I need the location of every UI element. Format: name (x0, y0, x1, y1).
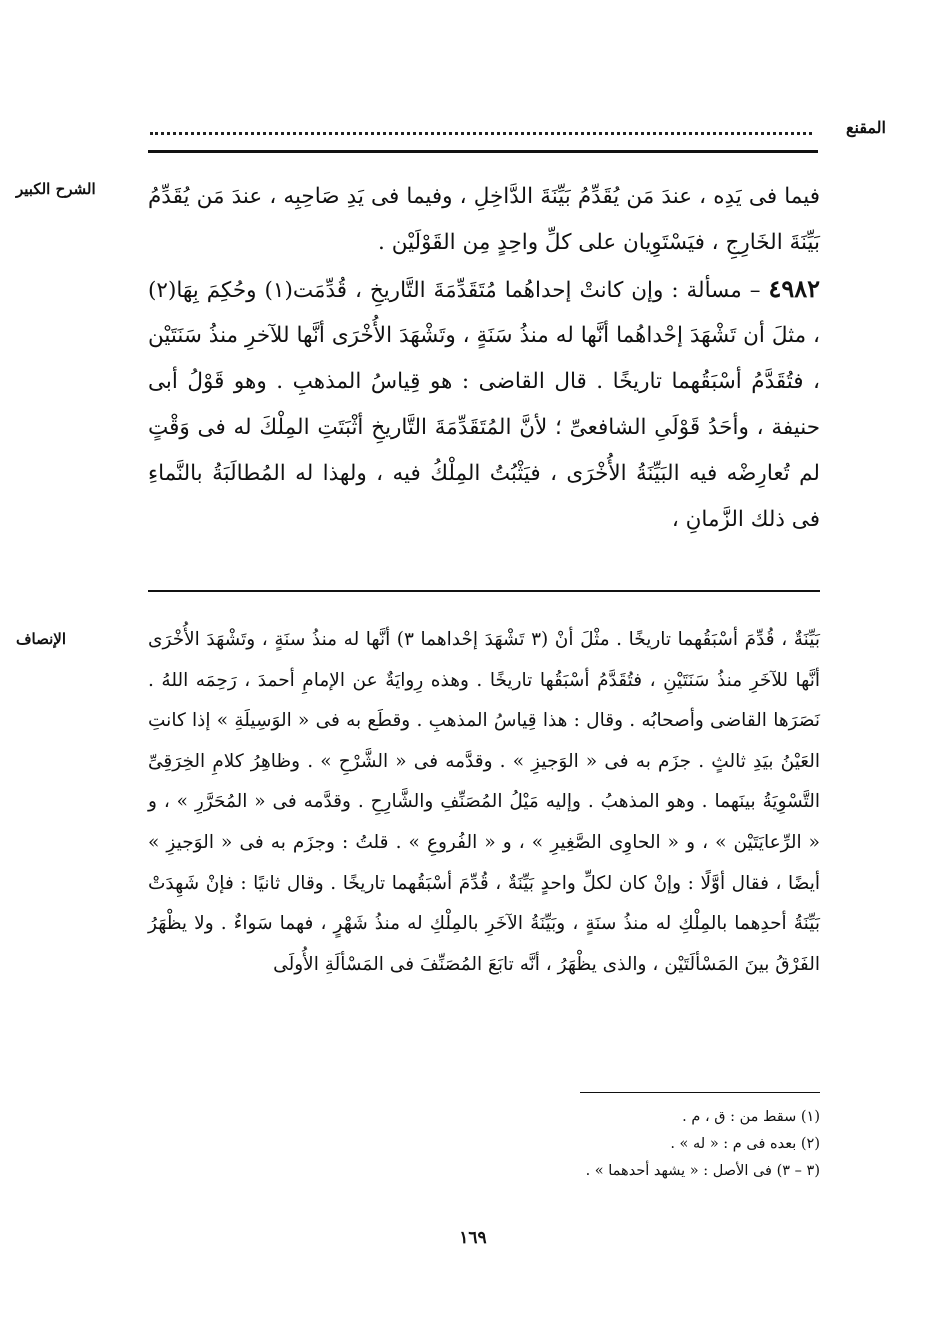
page-number: ١٦٩ (459, 1228, 487, 1248)
footnotes (400, 1104, 820, 1185)
footnote-2: (٢) بعده فى م : « له » . (670, 1136, 820, 1152)
footnote-1: (١) سقط من : ق ، م . (682, 1109, 820, 1125)
insaf-paragraph: بَيِّنَةٌ ، قُدِّمَ أسْبَقُهما تاريخًا . مثْلَ أنْ (٣ تَشْهَدَ إحْداهما ٣) أنَّها له منذُ سنَةٍ ، وتَشْهَدَ الأُخْرَى أنَّها للآخَرِ منذُ سَنَتَيْنِ ، فتُقَدَّمُ أسْبَقُها تاريخًا . وهذه رِوايَةٌ عن الإمامِ أحمدَ ، رَحِمَه اللهُ . نَصَرَها القاضى وأصحابُه . وقال : هذا قِياسُ المذهبِ . وقطَع به فى « الوَسِيلَةِ » إذا كانتِ العَيْنُ بيَدِ ثالثٍ . جزَم به فى « الوَجيزِ » . وقدَّمه فى « الشَّرْحِ » . وظاهِرُ كلامِ الخِرَقِىِّ التَّسْوِيَةُ بينَهما . وهو المذهبُ . وإليه مَيْلُ المُصَنِّفِ والشَّارِحِ . وقدَّمه فى « المُحَرَّرِ » ، و « الرِّعايَتَيْن » ، و « الحاوِى الصَّغِيرِ » ، و « الفُروعِ » . قلتُ : وجزَم به فى « الوَجيزِ » أيضًا ، فقال أوَّلًا : وإنْ كان لكلِّ واحدٍ بَيِّنَةٌ ، قُدِّمَ أسْبَقُهما تاريخًا . وقال ثانيًا : فإنْ شَهِدَتْ بَيِّنَةُ أحدِهما بالمِلْكِ له منذُ سنَةٍ ، وبَيِّنَةُ الآخَرِ بالمِلْكِ له منذُ شَهْرٍ ، فهما سَواءٌ . ولا يظْهَرُ الفَرْقُ بينَ المَسْألَتَيْن ، والذى يظْهَرُ ، أنَّه تابَعَ المُصَنِّفَ فى المَسْألَةِ الأُولَى (148, 629, 820, 975)
sharh-intro-paragraph: فيما فى يَدِه ، عندَ مَن يُقَدِّمُ بَيِّنَةَ الدَّاخِلِ ، وفيما فى يَدِ صَاحِبِه ، عندَ مَن يُقَدِّمُ بَيِّنَةَ الخَارِجِ ، فيَسْتَوِيان على كلِّ واحِدٍ مِن القَوْلَيْن . (148, 184, 820, 255)
issue-number: ٤٩٨٢ (768, 273, 821, 303)
sharh-text-block (148, 174, 820, 542)
issue-text: – مسألة : وإن كانتْ إحداهُما مُتَقَدِّمَةَ التَّاريخِ ، قُدِّمَت(١) وحُكِمَ بِهَا(٢) ، مثلَ أن تَشْهَدَ إحْداهُما أنَّها له منذُ سَنَةٍ ، وتَشْهَدَ الأُخْرَى أنَّها للآخرِ منذُ سَنَتَيْن ، فتُقَدَّمُ أسْبَقُهما تاريخًا . قال القاضى : هو قِياسُ المذهبِ . وهو قَوْلُ أبى حنيفة ، وأحَدُ قَوْلَىِ الشافعىِّ ؛ لأنَّ المُتَقَدِّمَةَ التَّاريخِ أثْبَتَتِ المِلْكَ له فى وَقْتٍ لم تُعارِضْه فيه البَيِّنَةُ الأُخْرَى ، فيَثْبُتُ المِلْكُ فيه ، ولهذا له المُطالَبَةُ بالنَّماءِ فى ذلك الزَّمانِ ، (148, 277, 820, 532)
running-header (140, 112, 886, 142)
insaf-section-label: الإنصاف (16, 630, 67, 648)
header-dot-leader (150, 120, 812, 135)
insaf-text-block (148, 620, 820, 985)
footnote-rule (580, 1092, 820, 1093)
sharh-issue-paragraph (148, 266, 820, 543)
sharh-section-label: الشرح الكبير (16, 180, 96, 198)
footnote-3: (٣ – ٣) فى الأصل : « يشهد أحدهما » . (585, 1163, 820, 1179)
running-title: المقنع (845, 117, 886, 137)
header-rule (148, 150, 818, 153)
section-divider (148, 590, 820, 592)
